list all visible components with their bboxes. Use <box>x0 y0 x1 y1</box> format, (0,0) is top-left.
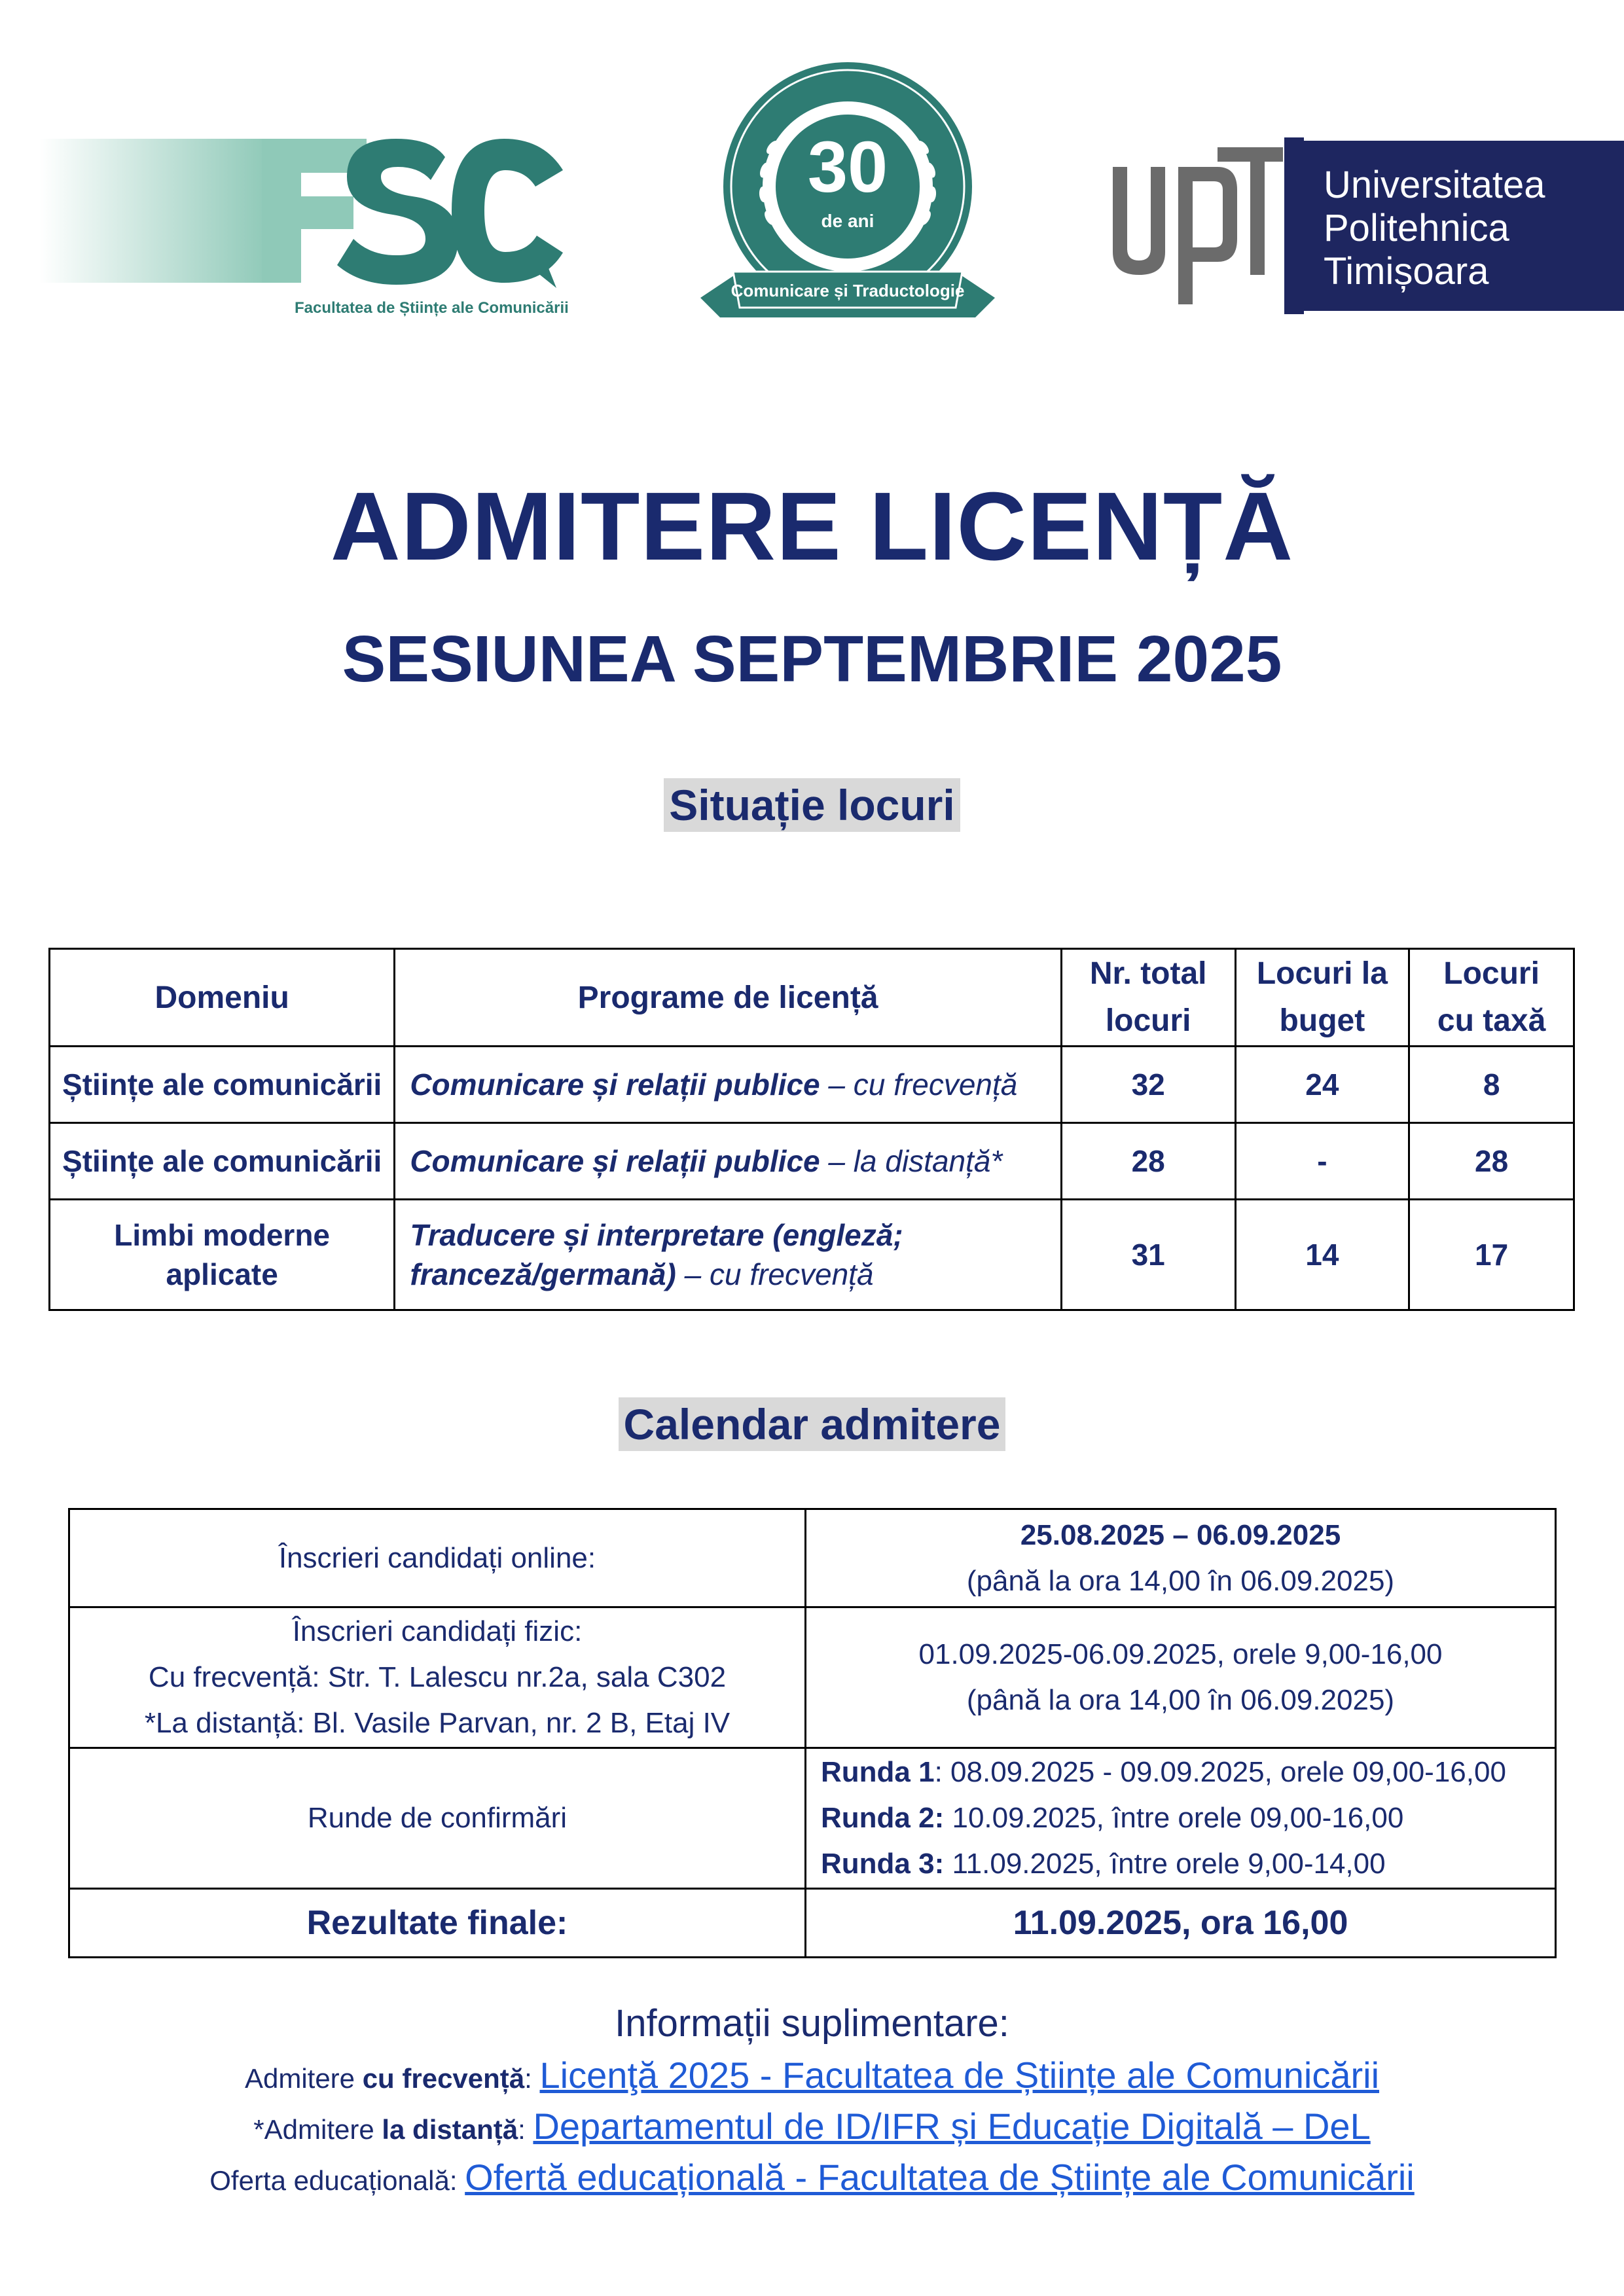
program-name-line2: franceză/germană) <box>410 1257 676 1291</box>
row-domain: Științe ale comunicării <box>50 1047 395 1123</box>
table-row <box>50 1200 1574 1310</box>
table-row <box>50 1123 1574 1200</box>
round-3-name: Runda 3: <box>821 1848 945 1880</box>
upt-line-3: Timișoara <box>1324 250 1489 293</box>
col-budget <box>1235 949 1409 1047</box>
anniversary-ribbon: Comunicare și Traductologie <box>731 281 965 300</box>
physical-label-cell <box>69 1607 806 1748</box>
round-1-text: 08.09.2025 - 09.09.2025, orele 09,00-16,00 <box>950 1756 1506 1788</box>
program-name: Comunicare și relații publice <box>410 1144 820 1178</box>
col-total-line2: locuri <box>1105 1003 1191 1038</box>
row-program <box>395 1123 1062 1200</box>
fsc-logo <box>39 131 576 327</box>
round-3-text: 11.09.2025, între orele 9,00-14,00 <box>952 1848 1386 1880</box>
upt-logo <box>1113 137 1624 314</box>
full-time-admission-link[interactable]: Licenţă 2025 - Facultatea de Științe ale Comunicării <box>539 2054 1380 2096</box>
calendar-row-online <box>69 1509 1556 1607</box>
physical-location-2: *La distanță: Bl. Vasile Parvan, nr. 2 B, Etaj IV <box>144 1707 731 1739</box>
col-total-line1: Nr. total <box>1089 956 1207 991</box>
info-row-2-bold: la distanță <box>382 2114 518 2145</box>
col-total <box>1061 949 1235 1047</box>
calendar-row-physical <box>69 1607 1556 1748</box>
online-value <box>806 1509 1556 1607</box>
info-heading: Informații suplimentare: <box>615 2002 1009 2045</box>
anniversary-sub: de ani <box>821 211 875 231</box>
anniversary-seal <box>694 56 1001 363</box>
calendar-row-rounds <box>69 1748 1556 1889</box>
physical-dates: 01.09.2025-06.09.2025, orele 9,00-16,00 <box>918 1638 1443 1670</box>
fsc-logo-text: Facultatea de Științe ale Comunicării <box>295 299 569 317</box>
upt-line-2: Politehnica <box>1324 207 1509 249</box>
col-fee-line2: cu taxă <box>1437 1003 1546 1038</box>
seats-heading <box>0 780 1624 830</box>
info-row-1-sep: : <box>524 2063 540 2094</box>
program-mode: – cu frecvență <box>820 1067 1018 1102</box>
row-domain <box>50 1200 395 1310</box>
distance-learning-link[interactable]: Departamentul de ID/IFR și Educație Digitală – DeL <box>533 2106 1371 2147</box>
info-row-1-prefix: Admitere <box>244 2063 363 2094</box>
online-dates: 25.08.2025 – 06.09.2025 <box>1020 1518 1341 1551</box>
final-value: 11.09.2025, ora 16,00 <box>806 1889 1556 1958</box>
seats-table <box>48 948 1575 1311</box>
calendar-table <box>68 1508 1557 1958</box>
info-row-2-prefix: *Admitere <box>253 2114 382 2145</box>
physical-location-1: Cu frecvență: Str. T. Lalescu nr.2a, sala C302 <box>148 1661 727 1693</box>
rounds-value <box>806 1748 1556 1889</box>
info-row-full-time <box>0 2054 1624 2096</box>
program-mode: – la distanță* <box>820 1144 1003 1178</box>
round-2-sep <box>944 1802 952 1834</box>
seats-header-row <box>50 949 1574 1047</box>
col-program: Programe de licență <box>395 949 1062 1047</box>
round-2-name: Runda 2: <box>821 1802 945 1834</box>
program-name-line1: Traducere și interpretare (engleză; <box>410 1218 903 1252</box>
info-row-1-bold: cu frecvență <box>362 2063 525 2094</box>
info-row-2-sep: : <box>518 2114 533 2145</box>
round-1-name: Runda 1 <box>821 1756 935 1788</box>
info-row-offer <box>0 2156 1624 2198</box>
calendar-heading <box>0 1399 1624 1449</box>
row-domain-line1: Limbi moderne <box>114 1218 331 1252</box>
col-domain: Domeniu <box>50 949 395 1047</box>
row-total: 31 <box>1061 1200 1235 1310</box>
physical-note: (până la ora 14,00 în 06.09.2025) <box>966 1684 1395 1716</box>
rounds-label: Runde de confirmări <box>69 1748 806 1889</box>
calendar-heading-text: Calendar admitere <box>619 1397 1006 1451</box>
seats-heading-text: Situație locuri <box>664 778 960 832</box>
row-fee: 8 <box>1409 1047 1574 1123</box>
row-budget: 24 <box>1235 1047 1409 1123</box>
calendar-row-final <box>69 1889 1556 1958</box>
row-budget: - <box>1235 1123 1409 1200</box>
final-label: Rezultate finale: <box>69 1889 806 1958</box>
row-domain-line2: aplicate <box>166 1257 278 1291</box>
info-row-3-sep: : <box>449 2165 465 2196</box>
row-fee: 17 <box>1409 1200 1574 1310</box>
page-title: ADMITERE LICENȚĂ <box>330 473 1294 581</box>
upt-line-1: Universitatea <box>1324 164 1545 206</box>
online-label: Înscrieri candidați online: <box>69 1509 806 1607</box>
anniversary-number: 30 <box>807 127 888 207</box>
col-budget-line1: Locuri la <box>1256 956 1388 991</box>
row-domain: Științe ale comunicării <box>50 1123 395 1200</box>
col-budget-line2: buget <box>1279 1003 1365 1038</box>
physical-label: Înscrieri candidați fizic: <box>292 1615 583 1647</box>
table-row <box>50 1047 1574 1123</box>
page-subtitle: SESIUNEA SEPTEMBRIE 2025 <box>342 622 1282 696</box>
round-2-text: 10.09.2025, între orele 09,00-16,00 <box>952 1802 1404 1834</box>
info-row-3-prefix: Oferta educațională <box>209 2165 450 2196</box>
online-note: (până la ora 14,00 în 06.09.2025) <box>966 1564 1395 1597</box>
row-budget: 14 <box>1235 1200 1409 1310</box>
round-1-sep: : <box>934 1756 951 1788</box>
col-fee <box>1409 949 1574 1047</box>
physical-value <box>806 1607 1556 1748</box>
row-total: 32 <box>1061 1047 1235 1123</box>
row-total: 28 <box>1061 1123 1235 1200</box>
educational-offer-link[interactable]: Ofertă educațională - Facultatea de Științe ale Comunicării <box>465 2157 1415 2198</box>
row-program <box>395 1047 1062 1123</box>
program-name: Comunicare și relații publice <box>410 1067 820 1102</box>
program-mode: – cu frecvență <box>676 1257 874 1291</box>
row-fee: 28 <box>1409 1123 1574 1200</box>
col-fee-line1: Locuri <box>1443 956 1540 991</box>
info-row-distance <box>0 2105 1624 2147</box>
round-3-sep <box>944 1848 952 1880</box>
row-program <box>395 1200 1062 1310</box>
